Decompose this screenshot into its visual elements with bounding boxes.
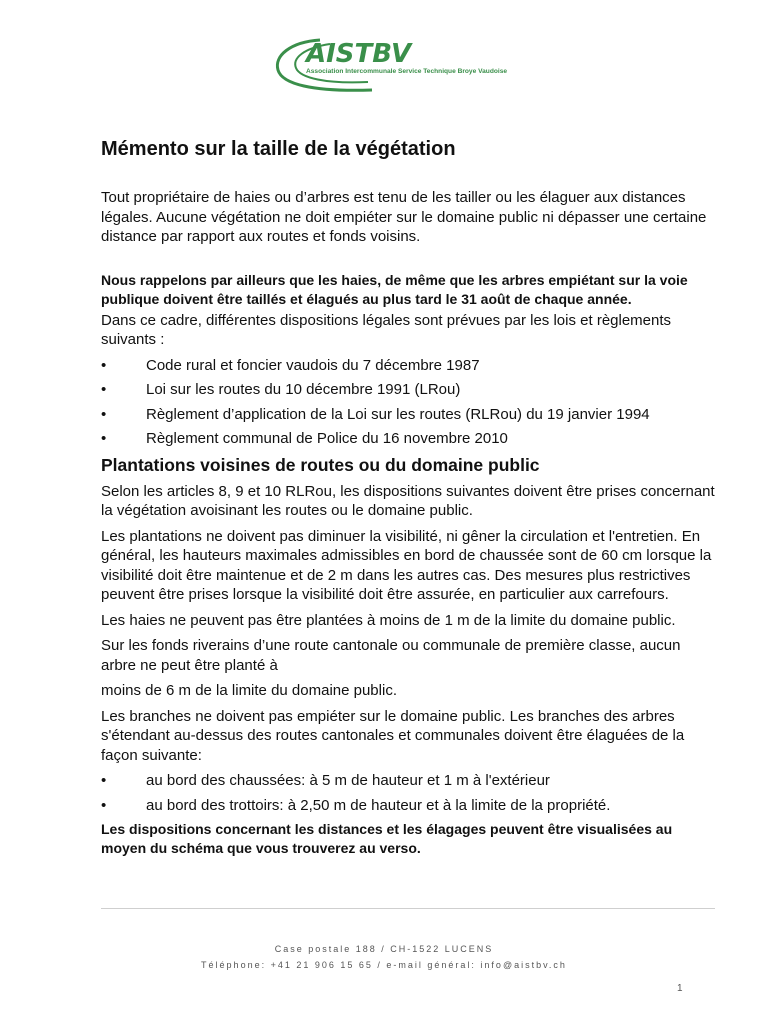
framework-paragraph: Dans ce cadre, différentes dispositions légales sont prévues par les lois et règlements suivants : (101, 311, 672, 348)
bullet-icon: • (101, 796, 107, 814)
body-paragraph: Les plantations ne doivent pas diminuer la visibilité, ni gêner la circulation et l'entretien. En général, les hauteurs maximales admissibles en bord de chaussée sont de 60 cm lorsque la visibilité doit être maintenue et de 2 m dans les autres cas. Des mesures plus restrictives peuvent être prises lorsque la visibilité doit être assurée, en particulier aux carrefours. (101, 527, 712, 603)
list-item-text: Loi sur les routes du 10 décembre 1991 (LRou) (146, 381, 461, 398)
list-item (101, 405, 719, 425)
list-item (101, 796, 719, 816)
list-item-text: Règlement communal de Police du 16 novembre 2010 (146, 430, 508, 447)
bullet-icon: • (101, 405, 107, 423)
footer-address: Case postale 188 / CH-1522 LUCENS (274, 944, 494, 954)
list-item-text: Règlement d’application de la Loi sur les routes (RLRou) du 19 janvier 1994 (146, 405, 650, 423)
list-item-text: au bord des trottoirs: à 2,50 m de hauteur et à la limite de la propriété. (146, 796, 611, 814)
laws-list (101, 356, 719, 449)
bullet-icon: • (101, 430, 107, 447)
bullet-icon: • (101, 772, 107, 789)
body-paragraph: Selon les articles 8, 9 et 10 RLRou, les dispositions suivantes doivent être prises concernant la végétation avoisinant les routes ou le domaine public. (101, 482, 715, 519)
logo-tagline: Association Intercommunale Service Technique Broye Vaudoise (306, 68, 508, 75)
section-heading: Plantations voisines de routes ou du domaine public (101, 454, 540, 475)
body-paragraph: Les haies ne peuvent pas être plantées à moins de 1 m de la limite du domaine public. (101, 611, 676, 629)
intro-paragraph: Tout propriétaire de haies ou d’arbres est tenu de les tailler ou les élaguer aux distances légales. Aucune végétation ne doit empiéter sur le domaine public ni dépasser une certaine distance par rapport aux routes et fonds voisins. (101, 189, 707, 245)
body-paragraph: Sur les fonds riverains d’une route cantonale ou communale de première classe, aucun arbre ne peut être planté à (101, 637, 681, 674)
body-paragraph: moins de 6 m de la limite du domaine public. (101, 682, 397, 699)
bullet-icon: • (101, 356, 107, 374)
pruning-list (101, 771, 719, 815)
document-body (101, 136, 719, 864)
reminder-paragraph: Nous rappelons par ailleurs que les haies, de même que les arbres empiétant sur la voie publique doivent être taillés et élagués au plus tard le 31 août de chaque année. (101, 271, 688, 307)
page-number: 1 (677, 983, 683, 994)
aistbv-logo (272, 32, 542, 96)
bullet-icon: • (101, 381, 107, 398)
body-paragraph: Les branches ne doivent pas empiéter sur le domaine public. Les branches des arbres s'étendant au-dessus des routes cantonales et communales doivent être élaguées de la façon suivante: (101, 707, 685, 764)
logo-graphic (272, 32, 542, 96)
list-item (101, 429, 719, 449)
footer-contact: Téléphone: +41 21 906 15 65 / e-mail général: info@aistbv.ch (201, 960, 567, 970)
logo-name: AISTBV (306, 39, 412, 69)
list-item (101, 380, 719, 400)
closing-paragraph: Les dispositions concernant les distances et les élagages peuvent être visualisées au moyen du schéma que vous trouverez au verso. (101, 821, 673, 856)
footer-divider (101, 908, 715, 909)
list-item (101, 356, 719, 376)
list-item-text: au bord des chaussées: à 5 m de hauteur et 1 m à l'extérieur (146, 772, 550, 789)
list-item-text: Code rural et foncier vaudois du 7 décembre 1987 (146, 356, 480, 374)
list-item (101, 771, 719, 791)
page-title: Mémento sur la taille de la végétation (101, 138, 456, 160)
